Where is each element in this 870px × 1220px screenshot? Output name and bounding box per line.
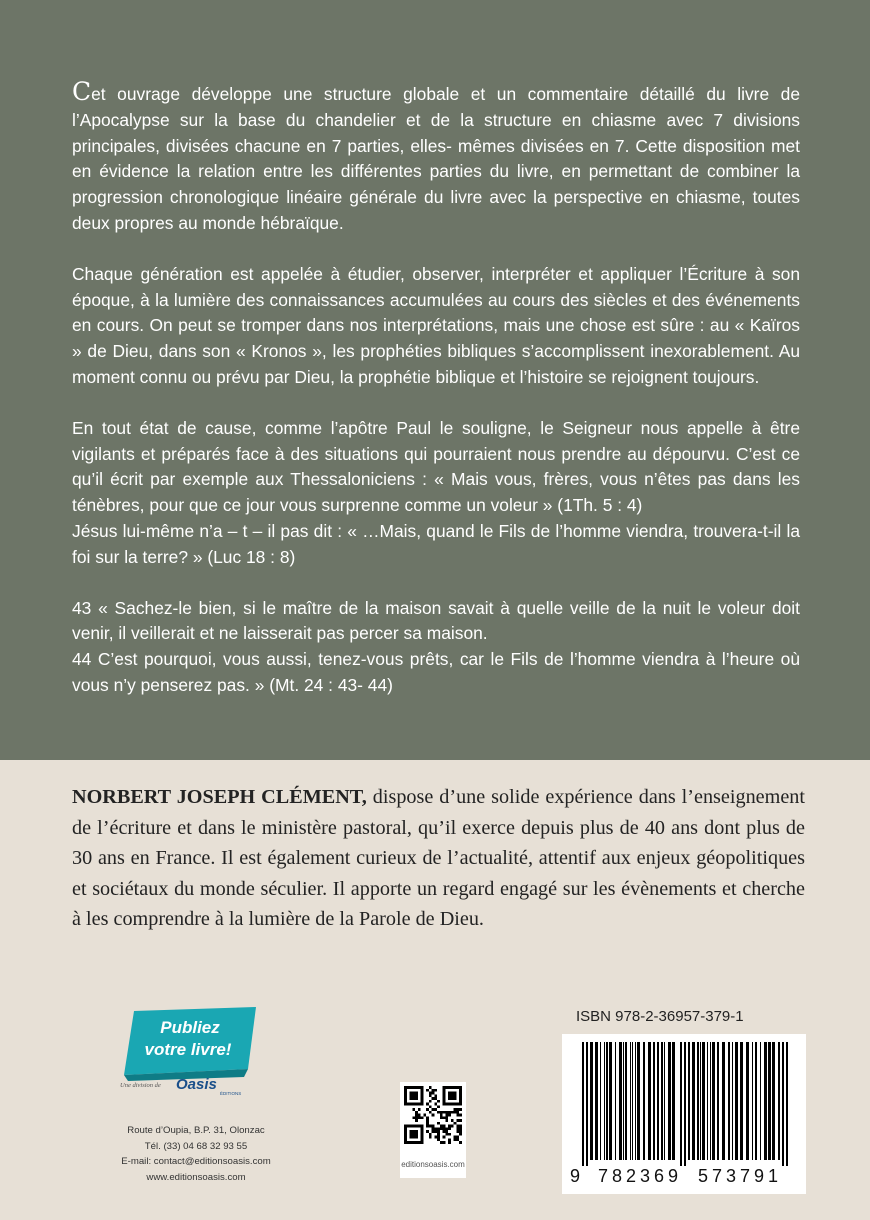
logo-brand-sub: ÉDITIONS bbox=[220, 1091, 242, 1096]
logo-division-label: Une division de bbox=[120, 1082, 161, 1089]
qr-code-pattern bbox=[404, 1086, 462, 1144]
blurb-quote-44: 44 C’est pourquoi, vous aussi, tenez-vous prêts, car le Fils de l’homme viendra à l’heure où vous n’y penserez pas. » (Mt. 24 : 43- 44) bbox=[72, 649, 800, 695]
barcode-right-digits: 573791 bbox=[698, 1166, 783, 1186]
barcode-first-digit: 9 bbox=[570, 1166, 581, 1186]
author-bio bbox=[72, 782, 805, 935]
blurb-paragraph-3: En tout état de cause, comme l’apôtre Paul le souligne, le Seigneur nous appelle à être vigilants et préparés face à des situations qui pourraient nous prendre au dépourvu. C’est ce qu’il écrit par exemple aux Thessaloniciens : « Mais vous, frères, vous n’êtes pas dans les ténèbres, pour que ce jour vous surprenne comme un voleur » (1Th. 5 : 4) bbox=[72, 417, 800, 516]
barcode-left-digits: 782369 bbox=[598, 1166, 683, 1186]
publisher-address: Route d’Oupia, B.P. 31, Olonzac bbox=[127, 1125, 265, 1136]
qr-code-label: editionsoasis.com bbox=[401, 1160, 465, 1169]
publisher-email: E-mail: contact@editionsoasis.com bbox=[121, 1156, 271, 1167]
logo-brand: Oasis bbox=[176, 1076, 217, 1093]
blurb-paragraph-4: Jésus lui-même n’a – t – il pas dit : « …Mais, quand le Fils de l’homme viendra, trouvera-t-il la foi sur la terre? » (Luc 18 : 8) bbox=[72, 520, 800, 567]
logo-line-2: votre livre! bbox=[144, 1040, 232, 1059]
drop-cap: C bbox=[72, 77, 92, 106]
publisher-logo bbox=[116, 1005, 266, 1100]
blurb-paragraph-2: Chaque génération est appelée à étudier, observer, interpréter et appliquer l’Écriture à son époque, à la lumière des connaissances accumulées au cours des siècles et des événements en cours. On peut se tromper dans nos interprétations, mais une chose est sûre : au « Kaïros » de Dieu, dans son « Kronos », les prophéties bibliques s’accomplissent inexorablement. Au moment connu ou prévu par Dieu, la prophétie biblique et l’histoire se rejoignent toujours. bbox=[72, 263, 800, 387]
isbn-barcode bbox=[562, 1034, 806, 1194]
publisher-phone: Tél. (33) 04 68 32 93 55 bbox=[144, 1140, 248, 1152]
publisher-contact bbox=[96, 1123, 296, 1185]
blurb-paragraph-1 bbox=[72, 77, 800, 237]
publisher-website: www.editionsoasis.com bbox=[146, 1171, 246, 1183]
logo-line-1: Publiez bbox=[160, 1018, 220, 1037]
blurb-quote-43: 43 « Sachez-le bien, si le maître de la maison savait à quelle veille de la nuit le voleur doit venir, il veillerait et ne laisserait pas percer sa maison. bbox=[72, 597, 800, 644]
author-name: NORBERT JOSEPH CLÉMENT, bbox=[72, 786, 367, 808]
author-bio-text: dispose d’une solide expérience dans l’enseignement de l’écriture et dans le ministère pastoral, qu’il exerce depuis plus de 40 ans dont plus de 30 ans en France. Il est également curieux de l’actualité, attentif aux enjeux géopolitiques et sociétaux du monde séculier. Il apporte un regard engagé sur les évènements et cherche à les comprendre à la lumière de la Parole de Dieu. bbox=[72, 786, 805, 930]
book-blurb bbox=[72, 77, 800, 699]
barcode-bars bbox=[562, 1034, 806, 1166]
blurb-paragraph-1-text: et ouvrage développe une structure globale et un commentaire détaillé du livre de l’Apocalypse sur la base du chandelier et de la structure en chiasme avec 7 divisions principales, divisées chacune en 7 parties, elles- mêmes divisées en 7. Cette disposition met en évidence la relation entre les différentes parties du livre, en permettant de combiner la progression chronologique linéaire générale du livre avec la perspective en chiasme, toutes deux propres au monde hébraïque. bbox=[72, 84, 800, 233]
qr-code[interactable] bbox=[400, 1082, 466, 1178]
isbn-label: ISBN 978-2-36957-379-1 bbox=[576, 1008, 744, 1025]
